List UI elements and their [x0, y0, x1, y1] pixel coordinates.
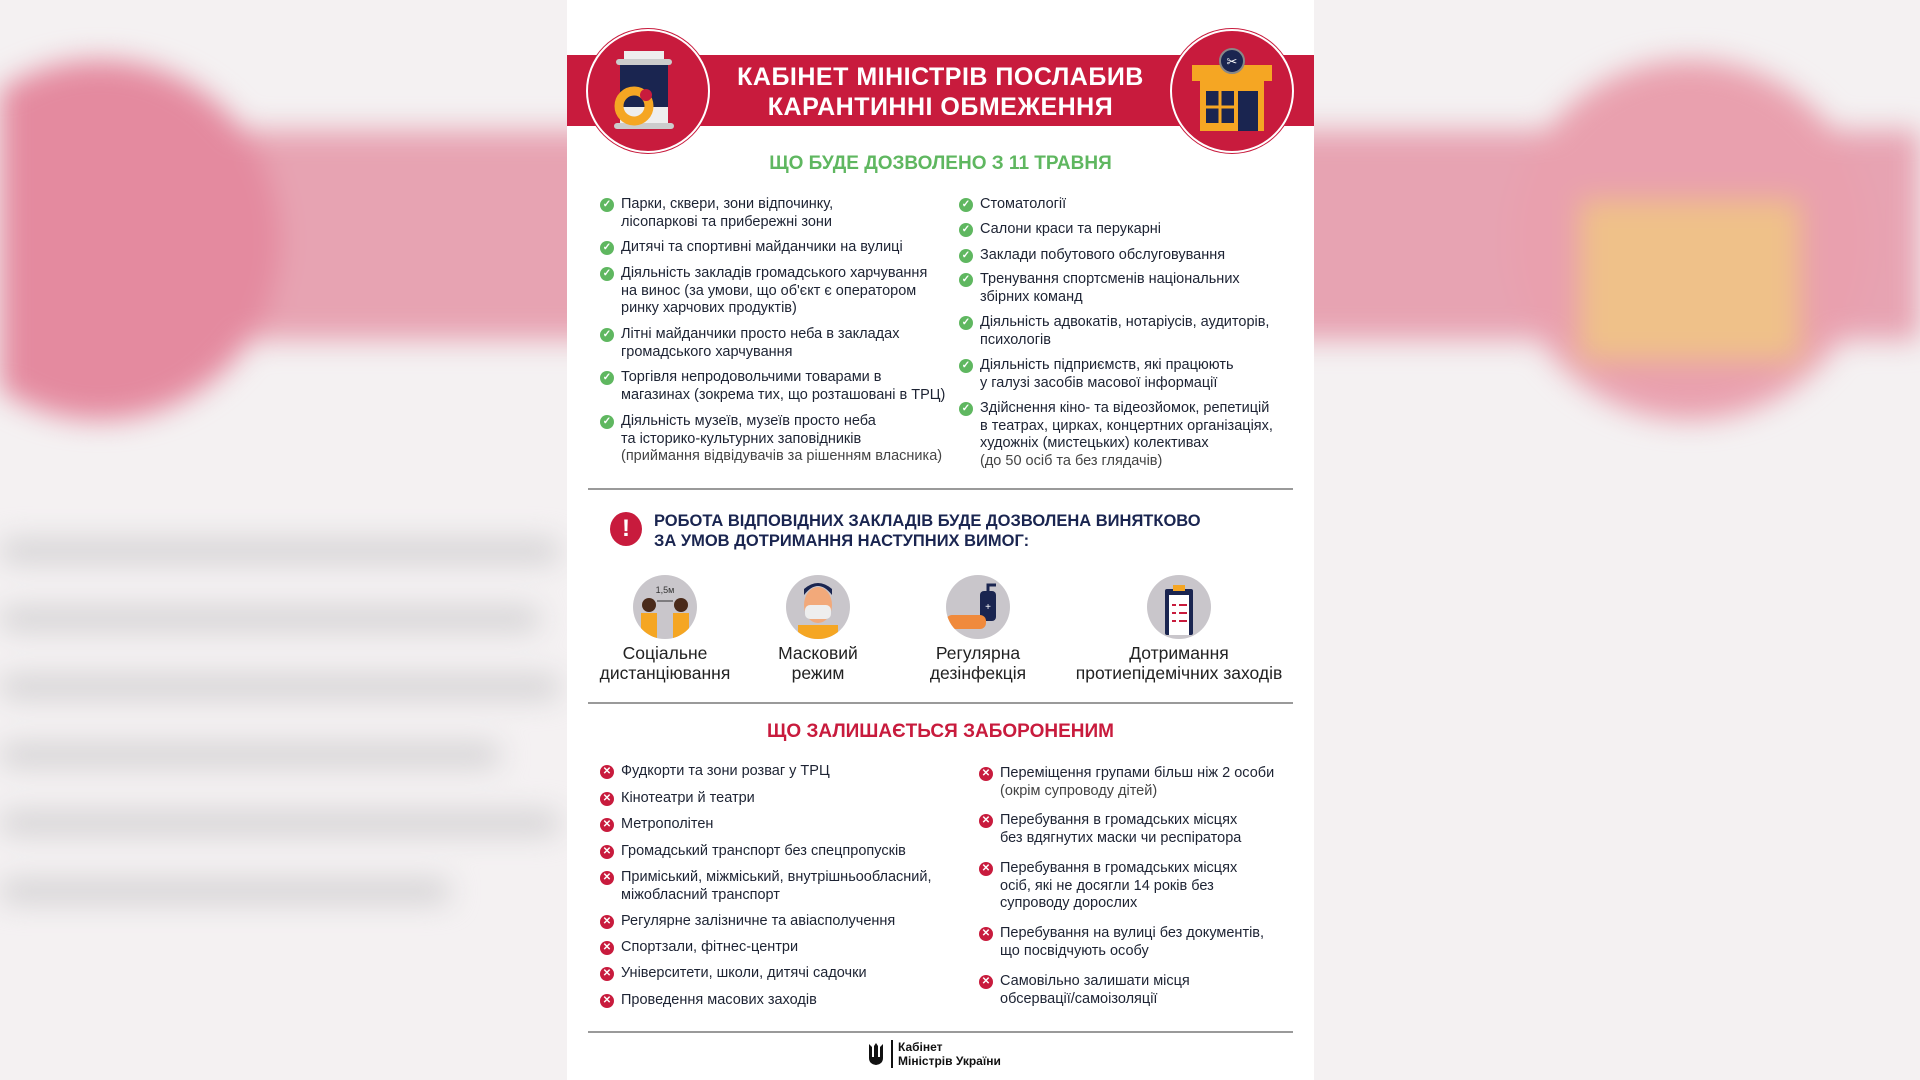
list-item-text: Спортзали, фітнес-центри [621, 939, 799, 955]
list-item [981, 973, 1190, 1008]
title-line-1: КАБІНЕТ МІНІСТРІВ ПОСЛАБИВ [737, 63, 1144, 91]
list-item-text: Самовільно залишати місця обсервації/самоізоляції [1000, 973, 1190, 1007]
list-item [602, 992, 817, 1010]
cross-icon: ✕ [600, 765, 614, 779]
check-icon: ✓ [600, 328, 614, 342]
list-item [981, 765, 1275, 800]
check-icon: ✓ [959, 198, 973, 212]
list-item [602, 816, 714, 834]
list-item-text: Перебування в громадських місцях осіб, які не досягли 14 років без супроводу дорослих [1000, 860, 1238, 911]
list-item-text: Діяльність адвокатів, нотаріусів, аудиторів, психологів [980, 314, 1270, 348]
list-item-note: (окрім супроводу дітей) [1000, 782, 1158, 799]
list-item-text: Приміський, міжміський, внутрішньообласний, міжобласний транспорт [621, 869, 932, 903]
cross-icon: ✕ [600, 915, 614, 929]
requirements-heading-line-2: ЗА УМОВ ДОТРИМАННЯ НАСТУПНИХ ВИМОГ: [654, 532, 1030, 550]
list-item-text: Переміщення групами більш ніж 2 особи [1000, 765, 1275, 781]
svg-text:+: + [985, 602, 991, 613]
hand-sanitizer-icon [946, 575, 1010, 639]
list-item [961, 221, 1162, 239]
requirements-heading [654, 511, 1201, 551]
list-item-text: Громадський транспорт без спецпропусків [621, 843, 906, 859]
list-item [602, 326, 900, 361]
footer-logo [867, 1040, 1001, 1068]
check-icon: ✓ [600, 371, 614, 385]
check-icon: ✓ [959, 359, 973, 373]
check-icon: ✓ [959, 316, 973, 330]
check-icon: ✓ [959, 273, 973, 287]
requirement-label: Соціальне дистанціювання [599, 643, 731, 683]
list-item [602, 413, 943, 466]
list-item [602, 913, 896, 931]
cross-icon: ✕ [600, 818, 614, 832]
cross-icon: ✕ [600, 941, 614, 955]
cross-icon: ✕ [979, 927, 993, 941]
list-item [961, 314, 1270, 349]
list-item-text: Університети, школи, дитячі садочки [621, 965, 867, 981]
footer-line-2: Міністрів України [898, 1054, 1001, 1068]
list-item [961, 271, 1240, 306]
cross-icon: ✕ [979, 862, 993, 876]
list-item-text: Салони краси та перукарні [980, 221, 1162, 237]
list-item-text: Фудкорти та зони розваг у ТРЦ [621, 763, 830, 779]
check-icon: ✓ [600, 241, 614, 255]
list-item-text: Метрополітен [621, 816, 714, 832]
footer-line-1: Кабінет [898, 1040, 943, 1054]
face-mask-icon [786, 575, 850, 639]
list-item [602, 239, 903, 257]
list-item-text: Торгівля непродовольчими товарами в магазинах (зокрема тих, що розташовані в ТРЦ) [621, 369, 946, 403]
requirement-measures [1069, 575, 1289, 683]
cross-icon: ✕ [600, 994, 614, 1008]
title-line-2: КАРАНТИННІ ОБМЕЖЕННЯ [767, 93, 1114, 121]
list-item-text: Перебування на вулиці без документів, що посвідчують особу [1000, 925, 1265, 959]
list-item [981, 860, 1238, 913]
list-item [602, 869, 932, 904]
list-item [602, 196, 834, 231]
divider [588, 1031, 1293, 1033]
list-item [981, 812, 1242, 847]
requirement-label: Дотримання протиепідемічних заходів [1075, 643, 1283, 683]
list-item-text: Перебування в громадських місцях без вдягнутих маски чи респіратора [1000, 812, 1242, 846]
requirement-disinfection [868, 575, 1088, 683]
allowed-heading: ЩО БУДЕ ДОЗВОЛЕНО З 11 ТРАВНЯ [769, 153, 1112, 174]
list-item-text: Літні майданчики просто неба в закладах громадського харчування [621, 326, 900, 360]
list-item-text: Діяльність підприємств, які працюють у галузі засобів масової інформації [980, 357, 1234, 391]
list-item-text: Проведення масових заходів [621, 992, 817, 1008]
list-item [961, 247, 1226, 265]
list-item [602, 965, 867, 983]
list-item [602, 939, 799, 957]
page-title [687, 62, 1194, 122]
list-item [961, 196, 1067, 214]
list-item-text: Діяльність закладів громадського харчування на винос (за умови, що об'єкт є оператором ринку харчових продуктів) [621, 265, 928, 316]
list-item-note: (приймання відвідувачів за рішенням власника) [621, 448, 943, 464]
requirement-label: Масковий режим [778, 643, 858, 683]
list-item [961, 357, 1234, 392]
exclamation-icon: ! [610, 512, 642, 546]
list-item [602, 843, 906, 861]
check-icon: ✓ [600, 198, 614, 212]
list-item-text: Здійснення кіно- та відеозйомок, репетицій в театрах, цирках, концертних організаціях, художніх (мистецьких) колективах [980, 400, 1273, 451]
check-icon: ✓ [600, 267, 614, 281]
check-icon: ✓ [959, 223, 973, 237]
divider [588, 702, 1293, 704]
list-item-text: Регулярне залізничне та авіасполучення [621, 913, 896, 929]
list-item-text: Діяльність музеїв, музеїв просто неба та історико-культурних заповідників [621, 413, 876, 447]
list-item-text: Парки, сквери, зони відпочинку, лісопаркові та прибережні зони [621, 196, 834, 230]
check-icon: ✓ [959, 402, 973, 416]
requirements-heading-line-1: РОБОТА ВІДПОВІДНИХ ЗАКЛАДІВ БУДЕ ДОЗВОЛЕНА ВИНЯТКОВО [654, 512, 1201, 530]
list-item [602, 369, 946, 404]
divider [588, 488, 1293, 490]
clipboard-checklist-icon [1147, 575, 1211, 639]
list-item [981, 925, 1265, 960]
infographic [567, 0, 1314, 1080]
list-item-text: Заклади побутового обслуговування [980, 247, 1226, 263]
cross-icon: ✕ [600, 871, 614, 885]
svg-text:1,5м: 1,5м [655, 585, 675, 595]
list-item [961, 400, 1273, 470]
list-item-text: Кінотеатри й театри [621, 790, 755, 806]
requirement-label: Регулярна дезінфекція [929, 643, 1027, 683]
trident-icon [867, 1042, 885, 1066]
cross-icon: ✕ [600, 845, 614, 859]
list-item-note: (до 50 осіб та без глядачів) [980, 452, 1163, 469]
cross-icon: ✕ [600, 967, 614, 981]
list-item-text: Дитячі та спортивні майданчики на вулиці [621, 239, 903, 255]
list-item [602, 790, 755, 808]
check-icon: ✓ [959, 249, 973, 263]
cross-icon: ✕ [979, 814, 993, 828]
check-icon: ✓ [600, 415, 614, 429]
list-item [602, 265, 928, 318]
svg-text:✂: ✂ [1226, 54, 1238, 69]
list-item-text: Тренування спортсменів національних збірних команд [980, 271, 1240, 305]
social-distancing-icon [633, 575, 697, 639]
cross-icon: ✕ [600, 792, 614, 806]
cross-icon: ✕ [979, 767, 993, 781]
forbidden-heading: ЩО ЗАЛИШАЄТЬСЯ ЗАБОРОНЕНИМ [767, 721, 1114, 742]
cross-icon: ✕ [979, 975, 993, 989]
list-item-text: Стоматології [980, 196, 1067, 212]
list-item [602, 763, 830, 781]
